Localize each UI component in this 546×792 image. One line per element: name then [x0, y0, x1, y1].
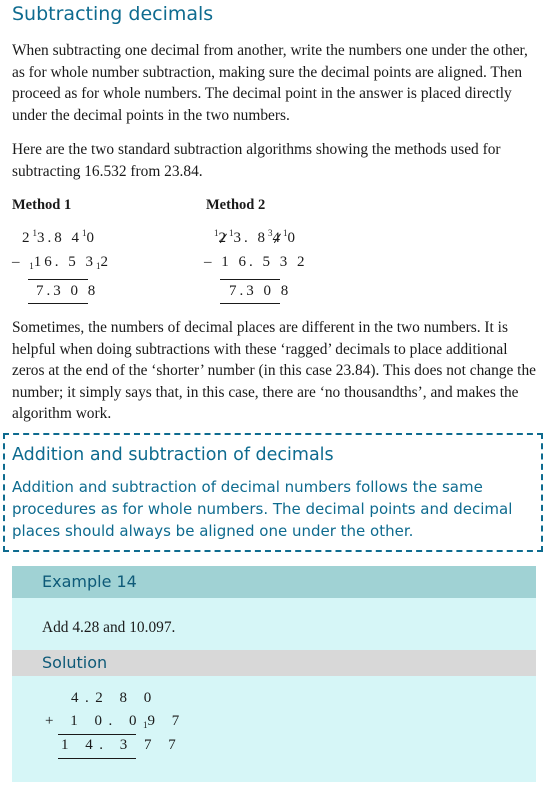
solution-title: Solution [42, 653, 108, 672]
carry-mark: 1 [96, 261, 101, 271]
page-heading: Subtracting decimals [12, 3, 214, 25]
example-title: Example 14 [42, 572, 137, 591]
solution-header [12, 650, 536, 676]
carry-mark: 1 [29, 261, 34, 271]
method-1-bottom-rule [28, 303, 88, 304]
example-question: Add 4.28 and 10.097. [42, 619, 176, 636]
example-header [12, 566, 536, 598]
method-2-label: Method 2 [206, 197, 266, 213]
solution-addend-1: 4.2 8 0 [71, 690, 158, 706]
method-1-answer: 7.3 0 8 [36, 283, 99, 299]
digit: 2 [100, 254, 111, 270]
digits: 9 7 [147, 713, 186, 729]
solution-body [12, 676, 536, 782]
digit-crossed: 2 [218, 230, 229, 246]
digit: 1 [33, 254, 45, 270]
method-1-top-rule [28, 279, 88, 280]
key-idea-title: Addition and subtraction of decimals [12, 445, 334, 465]
solution-top-rule [58, 734, 136, 735]
minus-sign: – [12, 254, 30, 270]
key-idea-text: Addition and subtraction of decimal numbers follows the same procedures as for whole numbers. The decimal points and decimal places should always be aligned one under the other. [12, 478, 513, 540]
carry-mark: 1 [142, 720, 148, 730]
borrow-mark: 1 [82, 228, 87, 238]
method-2-answer: 7.3 0 8 [229, 283, 292, 299]
digit: 0 [86, 230, 97, 246]
method-2-minuend [214, 228, 298, 247]
method-2-subtrahend: – 1 6. 5 3 2 [204, 254, 308, 270]
solution-answer: 1 4. 3 7 7 [61, 737, 183, 753]
method-2-top-rule [220, 279, 280, 280]
method-1-label: Method 1 [12, 197, 72, 213]
borrow-mark: 1 [283, 228, 288, 238]
digit-crossed: 4 [272, 230, 283, 246]
borrow-mark: 1 [214, 228, 219, 238]
digits: 3. 8 [233, 230, 268, 246]
digits: 6. 5 3 [44, 254, 96, 270]
method-1-minuend [22, 228, 97, 247]
digits: 3.8 4 [37, 230, 82, 246]
ragged-decimals-paragraph: Sometimes, the numbers of decimal places are different in the two numbers. It is helpful when doing subtractions with these ‘ragged’ decimals to place additional zeros at the end of the ‘shorter’ number (in this case 23.84). This does not change the number; it simply says that, in this case, there are ‘no thousandths’, and makes the algorithm work. [12, 319, 536, 422]
solution-bottom-rule [58, 758, 136, 759]
method-2-bottom-rule [220, 303, 280, 304]
solution-addend-2 [45, 713, 186, 730]
borrow-mark: 1 [229, 228, 234, 238]
method-1-subtrahend [12, 254, 111, 271]
borrow-mark: 1 [32, 228, 37, 238]
borrow-mark: 3 [268, 228, 273, 238]
digits: + 1 0. 0 [45, 713, 143, 729]
digit: 2 [22, 230, 33, 246]
example-body [12, 598, 536, 650]
intro-paragraph: When subtracting one decimal from another, write the numbers one under the other, as for whole number subtraction, making sure the decimal points are aligned. Then proceed as for whole numbers. The decimal point in the answer is placed directly under the decimal points in the two numbers. [12, 42, 528, 124]
digit: 0 [287, 230, 298, 246]
methods-paragraph: Here are the two standard subtraction algorithms showing the methods used for subtracting 16.532 from 23.84. [12, 141, 501, 180]
